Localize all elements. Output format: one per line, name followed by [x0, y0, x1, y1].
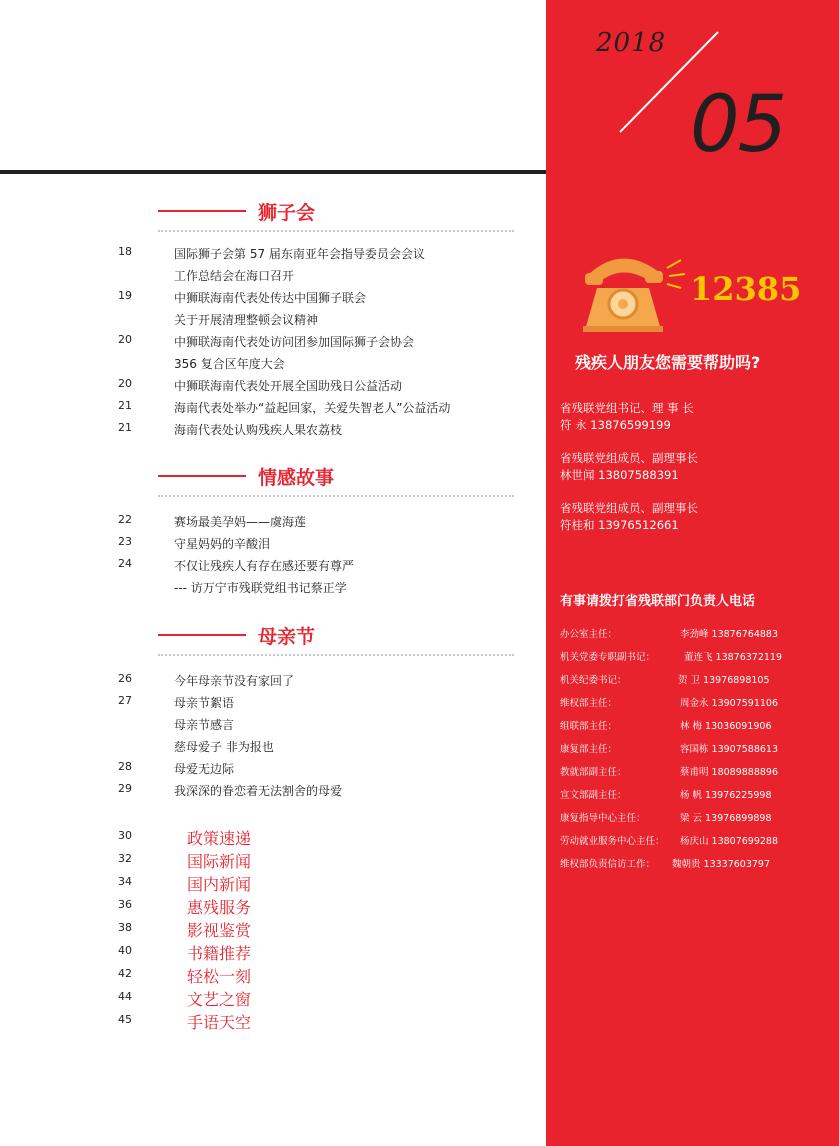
toc-title: 今年母亲节没有家回了: [174, 674, 295, 688]
dept-role: 机关纪委书记：: [560, 675, 627, 686]
toc-title: 母亲节絮语: [174, 696, 235, 710]
column-title: 手语天空: [187, 1013, 252, 1032]
toc-title: 母爱无边际: [174, 762, 235, 776]
section-line: [158, 634, 246, 636]
column-title: 书籍推荐: [187, 944, 252, 963]
column-entry[interactable]: [0, 895, 546, 918]
column-entry[interactable]: [0, 964, 546, 987]
column-title: 惠残服务: [187, 898, 252, 917]
toc-page-number: 20: [118, 377, 132, 390]
toc-page-number: 18: [118, 245, 132, 258]
leader-contact: 符 永 13876599199: [560, 418, 671, 432]
column-page-number: 45: [118, 1013, 132, 1026]
toc-page-number: 28: [118, 760, 132, 773]
section-line: [158, 210, 246, 212]
toc-page-number: 27: [118, 694, 132, 707]
dept-row: [560, 810, 835, 833]
dept-heading: 有事请拨打省残联部门负责人电话: [560, 594, 756, 609]
dept-row: [560, 787, 835, 810]
column-page-number: 30: [118, 829, 132, 842]
dept-contact: 杨庆山 13807699288: [680, 836, 779, 847]
toc-entry[interactable]: [0, 557, 546, 579]
toc-entry[interactable]: [0, 245, 546, 267]
red-sidebar-panel: [546, 0, 839, 1146]
toc-page-number: 23: [118, 535, 132, 548]
dept-role: 组联部主任：: [560, 721, 618, 732]
column-title: 政策速递: [187, 829, 252, 848]
dept-row: [560, 649, 835, 672]
toc-title: 母亲节感言: [174, 718, 235, 732]
dept-role: 教就部副主任：: [560, 767, 627, 778]
toc-title: 守星妈妈的辛酸泪: [174, 537, 271, 551]
column-page-number: 34: [118, 875, 132, 888]
dept-row: [560, 741, 835, 764]
dept-role: 宣文部副主任：: [560, 790, 627, 801]
toc-entry[interactable]: [0, 267, 546, 289]
leader-block-1: [560, 400, 694, 434]
dept-row: [560, 718, 835, 741]
column-entry[interactable]: [0, 1010, 546, 1033]
toc-title: 国际狮子会第 57 届东南亚年会指导委员会会议: [174, 247, 425, 261]
toc-page-number: 22: [118, 513, 132, 526]
column-entry[interactable]: [0, 826, 546, 849]
section-dotted-rule: [158, 495, 514, 497]
dept-role: 办公室主任：: [560, 629, 618, 640]
section-dotted-rule: [158, 230, 514, 232]
leader-contact: 林世闻 13807588391: [560, 468, 679, 482]
toc-page-number: 21: [118, 421, 132, 434]
column-title: 国内新闻: [187, 875, 252, 894]
toc-entry[interactable]: [0, 355, 546, 377]
toc-entry[interactable]: [0, 399, 546, 421]
section-title: 狮子会: [258, 202, 316, 224]
toc-title: 海南代表处认购残疾人果农荔枝: [174, 423, 343, 437]
dept-contact-list: [560, 626, 835, 879]
dept-role: 康复指导中心主任：: [560, 813, 646, 824]
toc-page-number: 26: [118, 672, 132, 685]
dept-role: 维权部负责信访工作：: [560, 859, 656, 870]
dept-contact: 周金永 13907591106: [680, 698, 779, 709]
toc-title: --- 访万宁市残联党组书记蔡正学: [174, 581, 347, 595]
dept-contact: 李劲峰 13876764883: [680, 629, 779, 640]
toc-entry[interactable]: [0, 421, 546, 443]
toc-title: 中狮联海南代表处开展全国助残日公益活动: [174, 379, 403, 393]
toc-page-number: 29: [118, 782, 132, 795]
column-entry[interactable]: [0, 849, 546, 872]
dept-contact: 梁 云 13976899898: [680, 813, 772, 824]
column-page-number: 44: [118, 990, 132, 1003]
leader-title: 省残联党组成员、副理事长: [560, 451, 698, 465]
toc-page-number: 21: [118, 399, 132, 412]
section-title: 母亲节: [258, 626, 316, 648]
toc-title: 慈母爱子 非为报也: [174, 740, 274, 754]
issue-month: 05: [690, 80, 786, 170]
dept-row: [560, 764, 835, 787]
toc-title: 海南代表处举办“益起回家，关爱失智老人”公益活动: [174, 401, 451, 415]
toc-title: 我深深的眷恋着无法割舍的母爱: [174, 784, 343, 798]
toc-page-number: 20: [118, 333, 132, 346]
column-page-number: 42: [118, 967, 132, 980]
column-title: 影视鉴赏: [187, 921, 252, 940]
hotline-number: 12385: [690, 270, 802, 308]
dept-role: 康复部主任：: [560, 744, 618, 755]
section-title: 情感故事: [258, 467, 335, 489]
toc-title: 不仅让残疾人有存在感还要有尊严: [174, 559, 355, 573]
column-page-number: 32: [118, 852, 132, 865]
dept-contact: 贺 卫 13976898105: [678, 675, 770, 686]
dept-contact: 杨 帆 13976225998: [680, 790, 772, 801]
dept-role: 维权部主任：: [560, 698, 618, 709]
dept-row: [560, 833, 835, 856]
column-entry[interactable]: [0, 987, 546, 1010]
toc-title: 中狮联海南代表处访问团参加国际狮子会协会: [174, 335, 415, 349]
issue-year: 2018: [596, 28, 667, 58]
dept-contact: 董连飞 13876372119: [684, 652, 783, 663]
dept-contact: 蔡甫明 18089888896: [680, 767, 779, 778]
column-page-number: 36: [118, 898, 132, 911]
column-entry[interactable]: [0, 872, 546, 895]
toc-title: 356 复合区年度大会: [174, 357, 285, 371]
dept-row: [560, 626, 835, 649]
leader-title: 省残联党组书记、理 事 长: [560, 401, 694, 415]
telephone-icon: [577, 246, 687, 336]
section-dotted-rule: [158, 654, 514, 656]
column-title: 轻松一刻: [187, 967, 252, 986]
dept-contact: 容国栋 13907588613: [680, 744, 779, 755]
column-title: 文艺之窗: [187, 990, 252, 1009]
toc-title: 中狮联海南代表处传达中国狮子联会: [174, 291, 367, 305]
leader-contact: 符桂和 13976512661: [560, 518, 679, 532]
help-question: 残疾人朋友您需要帮助吗?: [575, 353, 761, 372]
dept-row: [560, 856, 835, 879]
column-page-number: 38: [118, 921, 132, 934]
toc-entry[interactable]: [0, 716, 546, 738]
leader-block-3: [560, 500, 698, 534]
toc-title: 关于开展清理整顿会议精神: [174, 313, 319, 327]
column-entry[interactable]: [0, 941, 546, 964]
dept-role: 劳动就业服务中心主任：: [560, 836, 665, 847]
dept-role: 机关党委专职副书记：: [560, 652, 656, 663]
leader-block-2: [560, 450, 698, 484]
toc-title: 赛场最美孕妈——虞海莲: [174, 515, 307, 529]
toc-entry[interactable]: [0, 579, 546, 601]
toc-entry[interactable]: [0, 694, 546, 716]
leader-title: 省残联党组成员、副理事长: [560, 501, 698, 515]
dept-row: [560, 672, 835, 695]
toc-entry[interactable]: [0, 311, 546, 333]
toc-entry[interactable]: [0, 513, 546, 535]
toc-title: 工作总结会在海口召开: [174, 269, 295, 283]
toc-entry[interactable]: [0, 377, 546, 399]
toc-entry[interactable]: [0, 760, 546, 782]
toc-page-number: 24: [118, 557, 132, 570]
column-title: 国际新闻: [187, 852, 252, 871]
toc-page-number: 19: [118, 289, 132, 302]
toc-entry[interactable]: [0, 289, 546, 311]
section-line: [158, 475, 246, 477]
column-page-number: 40: [118, 944, 132, 957]
column-entry[interactable]: [0, 918, 546, 941]
dept-row: [560, 695, 835, 718]
toc-entry[interactable]: [0, 535, 546, 557]
toc-entry[interactable]: [0, 672, 546, 694]
toc-entry[interactable]: [0, 738, 546, 760]
toc-entry[interactable]: [0, 782, 546, 804]
dept-contact: 魏朝贵 13337603797: [672, 859, 771, 870]
toc-entry[interactable]: [0, 333, 546, 355]
header-rule: [0, 170, 546, 174]
dept-contact: 林 梅 13036091906: [680, 721, 772, 732]
